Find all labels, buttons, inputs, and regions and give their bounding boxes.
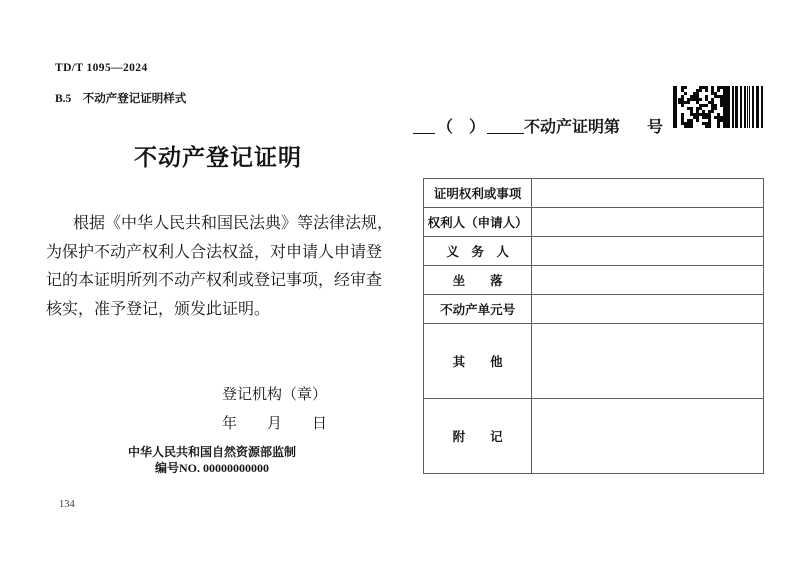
body-line: 为保护不动产权利人合法权益，对申请人申请登 xyxy=(46,243,383,261)
certificate-table xyxy=(423,178,764,474)
blank-line xyxy=(487,119,524,134)
barcode-2d-icon xyxy=(673,86,764,128)
table-row xyxy=(424,295,764,324)
table-row-value xyxy=(532,295,764,324)
table-row xyxy=(424,399,764,474)
supervision-block xyxy=(57,444,367,476)
issuer-seal-line: 登记机构（章） xyxy=(222,387,328,403)
certificate-table-body xyxy=(424,179,764,474)
table-row-value xyxy=(532,208,764,237)
table-row-value xyxy=(532,237,764,266)
table-row-label: 权利人（申请人） xyxy=(424,208,532,237)
certificate-title: 不动产登记证明 xyxy=(134,144,302,170)
table-row xyxy=(424,324,764,399)
serial-number-line: 编号NO. 00000000000 xyxy=(154,461,269,475)
table-row-label: 不动产单元号 xyxy=(424,295,532,324)
table-row-label: 其 他 xyxy=(424,324,532,399)
table-row xyxy=(424,237,764,266)
body-line: 根据《中华人民共和国民法典》等法律法规， xyxy=(73,215,394,232)
table-row xyxy=(424,208,764,237)
certificate-number-line xyxy=(413,114,663,137)
table-row-label: 附 记 xyxy=(424,399,532,474)
standard-code: TD/T 1095—2024 xyxy=(55,62,148,74)
body-line: 核实，准予登记，颁发此证明。 xyxy=(46,300,271,318)
table-row-value xyxy=(532,324,764,399)
body-line: 记的本证明所列不动产权利或登记事项，经审查 xyxy=(46,272,383,289)
supervision-line: 中华人民共和国自然资源部监制 xyxy=(127,445,296,459)
section-heading: B.5 不动产登记证明样式 xyxy=(55,93,187,105)
table-row-label: 坐 落 xyxy=(424,266,532,295)
certificate-body-paragraph xyxy=(46,210,393,324)
table-row-value xyxy=(532,266,764,295)
blank-line xyxy=(413,119,435,134)
table-row-value xyxy=(532,179,764,208)
table-row xyxy=(424,179,764,208)
table-row-label: 义 务 人 xyxy=(424,237,532,266)
table-row-value xyxy=(532,399,764,474)
table-row xyxy=(424,266,764,295)
number-line-suffix: 号 xyxy=(647,119,664,136)
table-row-label: 证明权利或事项 xyxy=(424,179,532,208)
page-number: 134 xyxy=(59,499,75,510)
number-line-parens: （ ） xyxy=(437,119,486,136)
number-line-label: 不动产证明第 xyxy=(524,119,621,136)
date-line: 年 月 日 xyxy=(222,416,328,432)
